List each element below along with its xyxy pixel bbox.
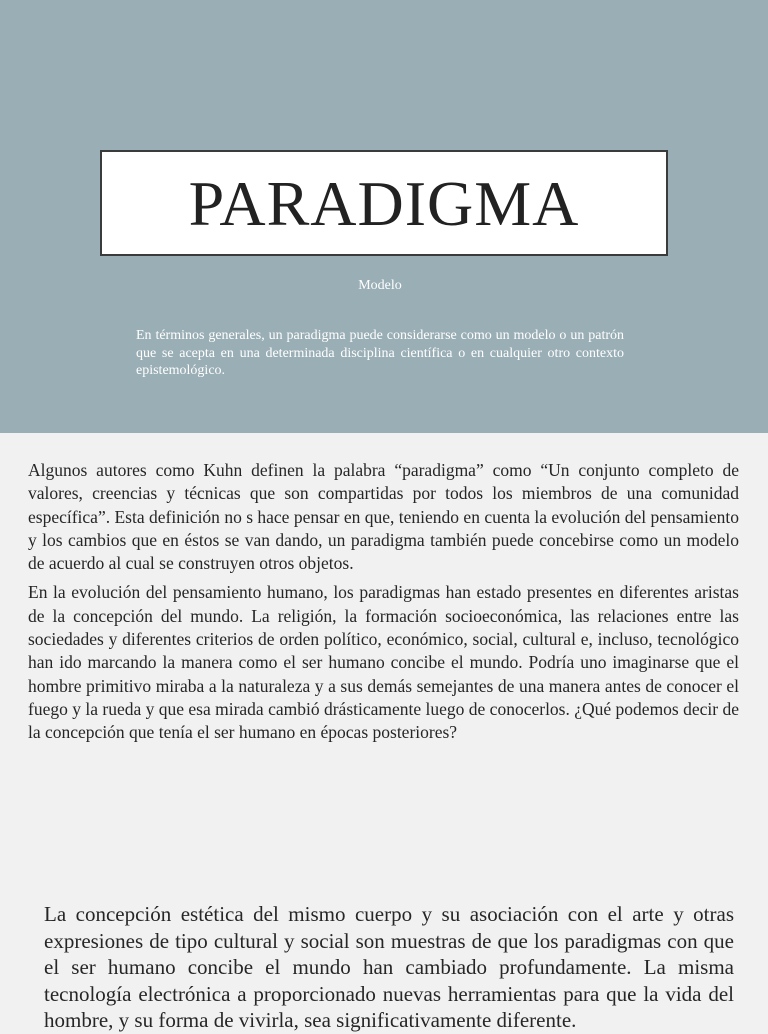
body-section xyxy=(28,459,739,751)
hero-banner xyxy=(0,0,768,433)
body-paragraph-3: La concepción estética del mismo cuerpo y su asociación con el arte y otras expresiones de tipo cultural y social son muestras de que los paradigmas con que el ser humano concibe el mundo han cambiado profundamente. La misma tecnología electrónica a proporcionado nuevas herramientas para que la vida del hombre, y su forma de vivirla, sea significativamente diferente. xyxy=(44,902,734,1032)
lower-section xyxy=(44,901,734,1034)
body-paragraph-2: En la evolución del pensamiento humano, los paradigmas han estado presentes en diferentes aristas de la concepción del mundo. La religión, la formación socioeconómica, las relaciones entre las sociedades y diferentes criterios de orden político, económico, social, cultural e, incluso, tecnológico han ido marcando la manera como el ser humano concibe el mundo. Podría uno imaginarse que el hombre primitivo miraba a la naturaleza y a sus demás semejantes de una manera antes de conocer el fuego y la rueda y que esa mirada cambió drásticamente luego de conocerlos. ¿Qué podemos decir de la concepción que tenía el ser humano en épocas posteriores? xyxy=(28,582,739,743)
page-title: PARADIGMA xyxy=(188,168,580,239)
page-subtitle: Modelo xyxy=(358,278,402,293)
hero-description: En términos generales, un paradigma puede considerarse como un modelo o un patrón que se acepta en una determinada disciplina científica o en cualquier otro contexto epistemológico. xyxy=(136,328,624,378)
title-box xyxy=(100,150,668,256)
body-paragraph-1: Algunos autores como Kuhn definen la palabra “paradigma” como “Un conjunto completo de valores, creencias y técnicas que son compartidas por todos los miembros de una comunidad específica”. Esta definición no s hace pensar en que, teniendo en cuenta la evolución del pensamiento y los cambios que en éstos se van dando, un paradigma también puede concebirse como un modelo de acuerdo al cual se construyen otros objetos. xyxy=(28,460,739,574)
